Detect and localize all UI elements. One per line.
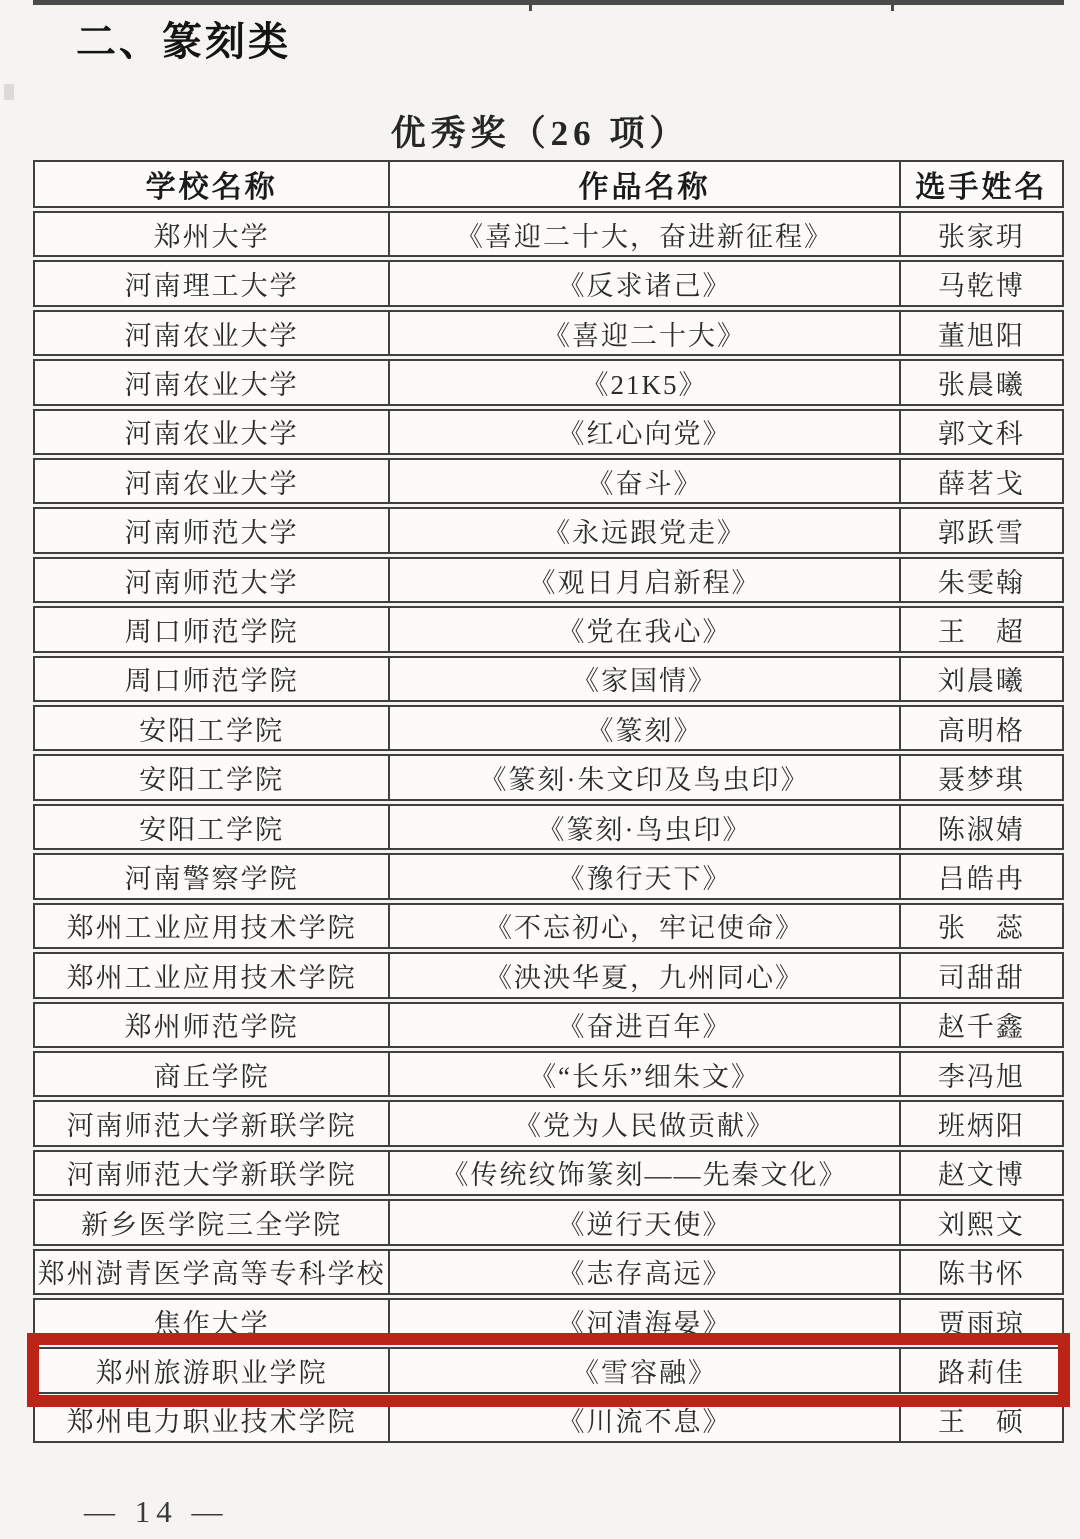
- table-row: [33, 458, 1064, 504]
- table-row: [33, 359, 1064, 405]
- contestant-name-cell: 王 硕: [937, 1407, 1025, 1438]
- school-name-cell: 郑州澍青医学高等专科学校: [35, 1251, 390, 1293]
- school-name-cell: 焦作大学: [35, 1300, 390, 1342]
- contestant-name-cell: 赵千鑫: [937, 1012, 1025, 1043]
- contestant-name-cell: 张家玥: [937, 221, 1025, 252]
- work-title-cell: 《篆刻·朱文印及鸟虫印》: [390, 756, 900, 798]
- work-title-cell: 《反求诸己》: [390, 262, 900, 304]
- contestant-name-cell: 张 蕊: [937, 913, 1025, 944]
- table-row: [33, 1100, 1064, 1146]
- table-row: [33, 705, 1064, 751]
- school-name-cell: 郑州电力职业技术学院: [35, 1399, 390, 1441]
- table-row: [33, 260, 1064, 306]
- school-name-cell: 新乡医学院三全学院: [35, 1201, 390, 1243]
- school-name-cell: 河南农业大学: [35, 312, 390, 354]
- contestant-name-cell: 刘晨曦: [937, 666, 1025, 697]
- school-name-cell: 河南师范大学新联学院: [35, 1152, 390, 1194]
- work-title-cell: 《篆刻》: [390, 707, 900, 749]
- work-title-cell: 《“长乐”细朱文》: [390, 1053, 900, 1095]
- work-title-cell: 《观日月启新程》: [390, 559, 900, 601]
- school-name-cell: 河南师范大学: [35, 559, 390, 601]
- contestant-name-cell: 陈书怀: [937, 1259, 1025, 1290]
- school-name-cell: 河南农业大学: [35, 361, 390, 403]
- school-name-cell: 安阳工学院: [35, 707, 390, 749]
- contestant-name-cell: 董旭阳: [937, 320, 1025, 351]
- work-title-cell: 《家国情》: [390, 658, 900, 700]
- work-title-cell: 《红心向党》: [390, 411, 900, 453]
- contestant-name-cell: 班炳阳: [937, 1111, 1025, 1142]
- contestant-name-cell: 朱雯翰: [937, 567, 1025, 598]
- school-name-cell: 郑州大学: [35, 213, 390, 255]
- contestant-name-cell: 贾雨琼: [937, 1308, 1025, 1339]
- work-title-cell: 《永远跟党走》: [390, 509, 900, 551]
- table-row: [33, 1002, 1064, 1048]
- table-row: [33, 1199, 1064, 1245]
- table-row: [33, 606, 1064, 652]
- work-title-cell: 《雪容融》: [390, 1349, 900, 1391]
- table-row: [33, 211, 1064, 257]
- work-title-cell: 《泱泱华夏，九州同心》: [390, 954, 900, 996]
- table-row: [33, 903, 1064, 949]
- work-title-cell: 《传统纹饰篆刻——先秦文化》: [390, 1152, 900, 1194]
- school-name-cell: 河南师范大学: [35, 509, 390, 551]
- school-name-cell: 河南农业大学: [35, 411, 390, 453]
- award-table: [33, 160, 1064, 1443]
- school-name-cell: 郑州工业应用技术学院: [35, 954, 390, 996]
- school-name-cell: 河南警察学院: [35, 855, 390, 897]
- previous-table-bottom-border: [33, 0, 1064, 5]
- table-row: [33, 310, 1064, 356]
- school-name-cell: 河南理工大学: [35, 262, 390, 304]
- table-row: [33, 557, 1064, 603]
- work-title-cell: 《党在我心》: [390, 608, 900, 650]
- work-title-cell: 《不忘初心，牢记使命》: [390, 905, 900, 947]
- scan-artifact: [4, 84, 14, 100]
- school-name-cell: 郑州旅游职业学院: [35, 1349, 390, 1391]
- table-row: [33, 656, 1064, 702]
- work-title-cell: 《喜迎二十大，奋进新征程》: [390, 213, 900, 255]
- table-row: [33, 853, 1064, 899]
- contestant-name-cell: 高明格: [937, 715, 1025, 746]
- school-name-cell: 安阳工学院: [35, 756, 390, 798]
- work-title-cell: 《党为人民做贡献》: [390, 1102, 900, 1144]
- contestant-name-cell: 薛茗戈: [937, 468, 1025, 499]
- school-name-cell: 河南师范大学新联学院: [35, 1102, 390, 1144]
- contestant-name-cell: 马乾博: [937, 271, 1025, 302]
- previous-table-column-tick: [891, 4, 894, 11]
- page-number: — 14 —: [84, 1494, 229, 1529]
- work-title-cell: 《逆行天使》: [390, 1201, 900, 1243]
- work-title-cell: 《川流不息》: [390, 1399, 900, 1441]
- table-row: [33, 1150, 1064, 1196]
- contestant-name-cell: 刘熙文: [937, 1209, 1025, 1240]
- contestant-name-cell: 郭文科: [937, 419, 1025, 450]
- work-title-cell: 《喜迎二十大》: [390, 312, 900, 354]
- contestant-name-cell: 吕皓冉: [937, 863, 1025, 894]
- contestant-name-cell: 司甜甜: [937, 962, 1025, 993]
- contestant-name-cell: 张晨曦: [937, 369, 1025, 400]
- table-row: [33, 409, 1064, 455]
- contestant-name-cell: 李冯旭: [937, 1061, 1025, 1092]
- table-row: [33, 1298, 1064, 1344]
- school-name-cell: 郑州工业应用技术学院: [35, 905, 390, 947]
- table-title: 优秀奖（26 项）: [390, 114, 690, 153]
- table-header-row: [33, 160, 1064, 208]
- table-row: [33, 1249, 1064, 1295]
- school-name-cell: 商丘学院: [35, 1053, 390, 1095]
- work-title-cell: 《21K5》: [390, 361, 900, 403]
- table-row: [33, 754, 1064, 800]
- school-name-cell: 安阳工学院: [35, 806, 390, 848]
- table-row: [33, 1051, 1064, 1097]
- previous-table-column-tick: [529, 4, 532, 11]
- contestant-name-cell: 王 超: [937, 616, 1025, 647]
- column-header-work: 作品名称: [390, 162, 900, 206]
- contestant-name-cell: 路莉佳: [937, 1358, 1025, 1389]
- school-name-cell: 周口师范学院: [35, 608, 390, 650]
- work-title-cell: 《篆刻·鸟虫印》: [390, 806, 900, 848]
- school-name-cell: 郑州师范学院: [35, 1004, 390, 1046]
- work-title-cell: 《河清海晏》: [390, 1300, 900, 1342]
- contestant-name-cell: 郭跃雪: [937, 518, 1025, 549]
- work-title-cell: 《志存高远》: [390, 1251, 900, 1293]
- work-title-cell: 《奋进百年》: [390, 1004, 900, 1046]
- section-heading: 二、篆刻类: [76, 20, 291, 64]
- table-row: [33, 1347, 1064, 1393]
- contestant-name-cell: 聂梦琪: [937, 765, 1025, 796]
- table-row: [33, 804, 1064, 850]
- table-row: [33, 507, 1064, 553]
- work-title-cell: 《豫行天下》: [390, 855, 900, 897]
- contestant-name-cell: 陈淑婧: [937, 814, 1025, 845]
- column-header-contestant: 选手姓名: [915, 171, 1048, 204]
- school-name-cell: 周口师范学院: [35, 658, 390, 700]
- column-header-school: 学校名称: [35, 162, 390, 206]
- school-name-cell: 河南农业大学: [35, 460, 390, 502]
- table-row: [33, 952, 1064, 998]
- contestant-name-cell: 赵文博: [937, 1160, 1025, 1191]
- work-title-cell: 《奋斗》: [390, 460, 900, 502]
- table-row: [33, 1397, 1064, 1443]
